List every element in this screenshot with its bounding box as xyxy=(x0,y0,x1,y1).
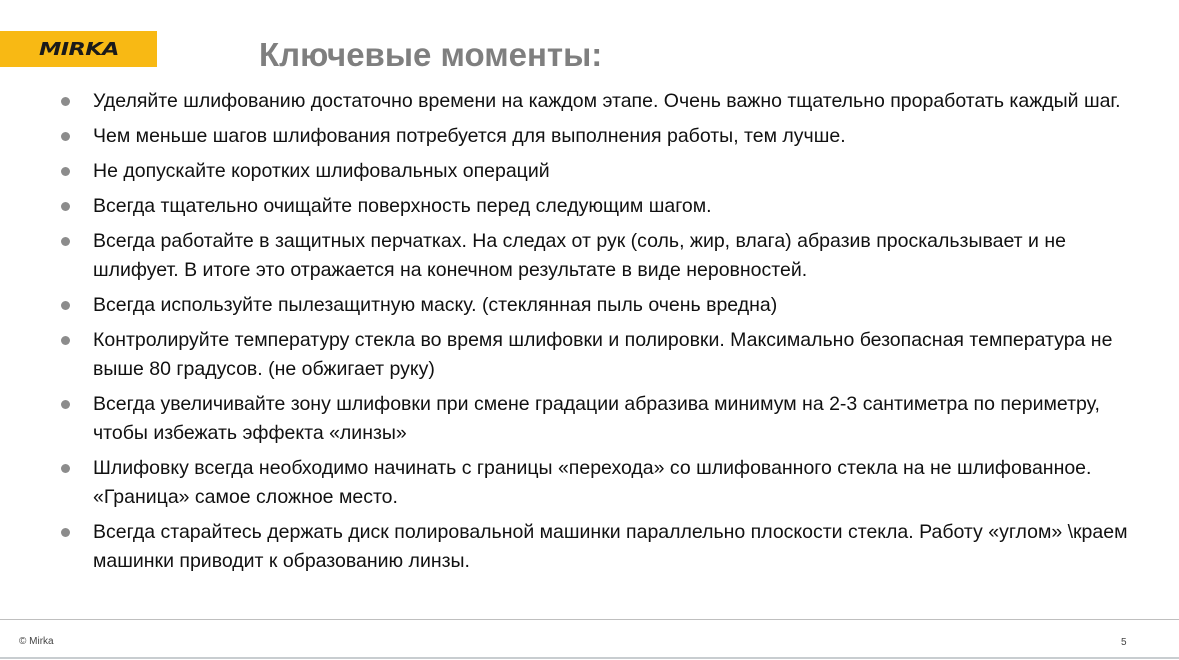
bullet-icon xyxy=(61,336,70,345)
bullet-icon xyxy=(61,202,70,211)
bullet-icon xyxy=(61,167,70,176)
list-item xyxy=(58,454,1148,512)
bullet-text: Всегда старайтесь держать диск полировальной машинки параллельно плоскости стекла. Работу «углом» \краем машинки приводит к образованию линзы. xyxy=(93,521,1128,572)
slide-title: Ключевые моменты: xyxy=(259,36,603,73)
mirka-logo xyxy=(0,31,157,67)
bullet-text: Всегда используйте пылезащитную маску. (стеклянная пыль очень вредна) xyxy=(93,294,778,316)
bullet-text: Всегда тщательно очищайте поверхность перед следующим шагом. xyxy=(93,195,712,217)
bullet-icon xyxy=(61,237,70,246)
list-item xyxy=(58,157,1148,186)
bottom-border xyxy=(0,657,1179,659)
list-item xyxy=(58,291,1148,320)
bullet-text: Чем меньше шагов шлифования потребуется для выполнения работы, тем лучше. xyxy=(93,125,846,147)
bullet-icon xyxy=(61,97,70,106)
footer-divider xyxy=(0,619,1179,620)
bullet-icon xyxy=(61,528,70,537)
list-item xyxy=(58,192,1148,221)
bullet-icon xyxy=(61,400,70,409)
list-item xyxy=(58,122,1148,151)
list-item xyxy=(58,227,1148,285)
bullet-text: Всегда увеличивайте зону шлифовки при смене градации абразива минимум на 2-3 сантиметра по периметру, чтобы избежать эффекта «линзы» xyxy=(93,393,1100,444)
bullet-text: Шлифовку всегда необходимо начинать с границы «перехода» со шлифованного стекла на не шлифованное. «Граница» самое сложное место. xyxy=(93,457,1092,508)
bullet-icon xyxy=(61,464,70,473)
bullet-icon xyxy=(61,132,70,141)
bullet-text: Уделяйте шлифованию достаточно времени на каждом этапе. Очень важно тщательно проработать каждый шаг. xyxy=(93,90,1121,112)
key-points-list xyxy=(58,87,1148,582)
logo-text: MIRKA xyxy=(38,38,119,60)
list-item xyxy=(58,87,1148,116)
list-item xyxy=(58,326,1148,384)
page-number: 5 xyxy=(1121,637,1127,648)
bullet-text: Не допускайте коротких шлифовальных операций xyxy=(93,160,550,182)
copyright: © Mirka xyxy=(19,636,54,647)
bullet-icon xyxy=(61,301,70,310)
list-item xyxy=(58,390,1148,448)
list-item xyxy=(58,518,1148,576)
bullet-text: Контролируйте температуру стекла во время шлифовки и полировки. Максимально безопасная температура не выше 80 градусов. (не обжигает руку) xyxy=(93,329,1113,380)
bullet-text: Всегда работайте в защитных перчатках. На следах от рук (соль, жир, влага) абразив проскальзывает и не шлифует. В итоге это отражается на конечном результате в виде неровностей. xyxy=(93,230,1066,281)
